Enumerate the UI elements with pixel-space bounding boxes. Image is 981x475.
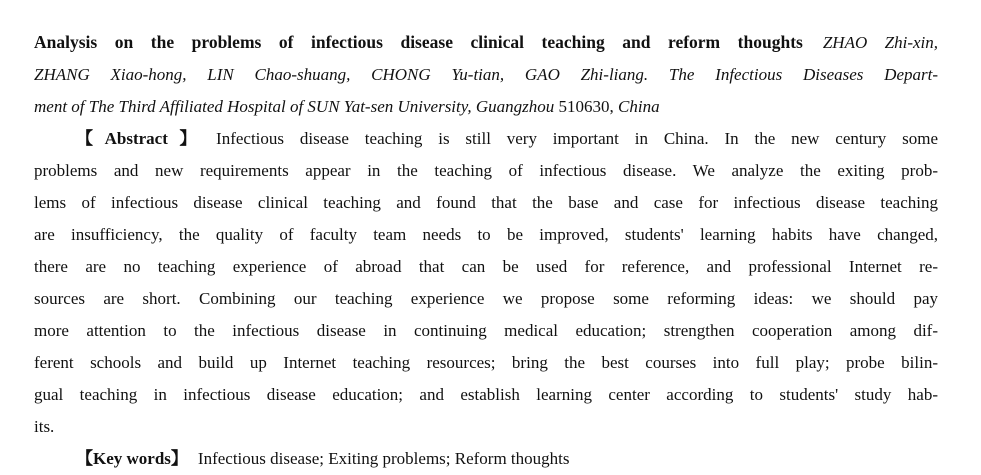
abstract-line-9: gual teaching in infectious disease education; and establish learning center according to students' study hab- xyxy=(34,385,938,404)
keywords-text: Infectious disease; Exiting problems; Reform thoughts xyxy=(197,449,570,468)
abstract-line-4: are insufficiency, the quality of faculty team needs to be improved, students' learning habits have changed, xyxy=(34,225,938,244)
affiliation-text: ment of The Third Affiliated Hospital of SUN Yat-sen University, Guangzhou xyxy=(34,97,555,116)
abstract-line-3: lems of infectious disease clinical teaching and found that the base and case for infectious disease teaching xyxy=(34,193,938,212)
author-first: ZHAO Zhi-xin, xyxy=(822,33,939,52)
keywords-line xyxy=(34,443,938,475)
abstract-line-6: sources are short. Combining our teaching experience we propose some reforming ideas: we should pay xyxy=(34,289,938,308)
abstract-line-10: its. xyxy=(34,417,55,436)
keywords-label: 【Key words】 xyxy=(76,449,188,468)
country: China xyxy=(618,97,660,116)
abstract-line-2: problems and new requirements appear in the teaching of infectious disease. We analyze the exiting prob- xyxy=(34,161,938,180)
abstract-line-1 xyxy=(34,123,938,155)
affiliation-line xyxy=(34,91,938,123)
paper-title: Analysis on the problems of infectious disease clinical teaching and reform thoughts xyxy=(34,32,803,52)
paper-abstract-page xyxy=(34,26,938,475)
abstract-line-5: there are no teaching experience of abroad that can be used for reference, and professional Internet re- xyxy=(34,257,938,276)
abstract-line-7: more attention to the infectious disease in continuing medical education; strengthen cooperation among dif- xyxy=(34,321,938,340)
abstract-label: 【Abstract】 xyxy=(76,129,209,148)
abstract-line-8: ferent schools and build up Internet teaching resources; bring the best courses into full play; probe bilin- xyxy=(34,353,938,372)
title-line xyxy=(34,26,938,59)
abstract-text: Infectious disease teaching is still very important in China. In the new century some xyxy=(216,129,938,148)
authors-line: ZHANG Xiao-hong, LIN Chao-shuang, CHONG Yu-tian, GAO Zhi-liang. The Infectious Diseases Depart- xyxy=(34,65,938,84)
postal-code: 510630, xyxy=(558,97,614,116)
